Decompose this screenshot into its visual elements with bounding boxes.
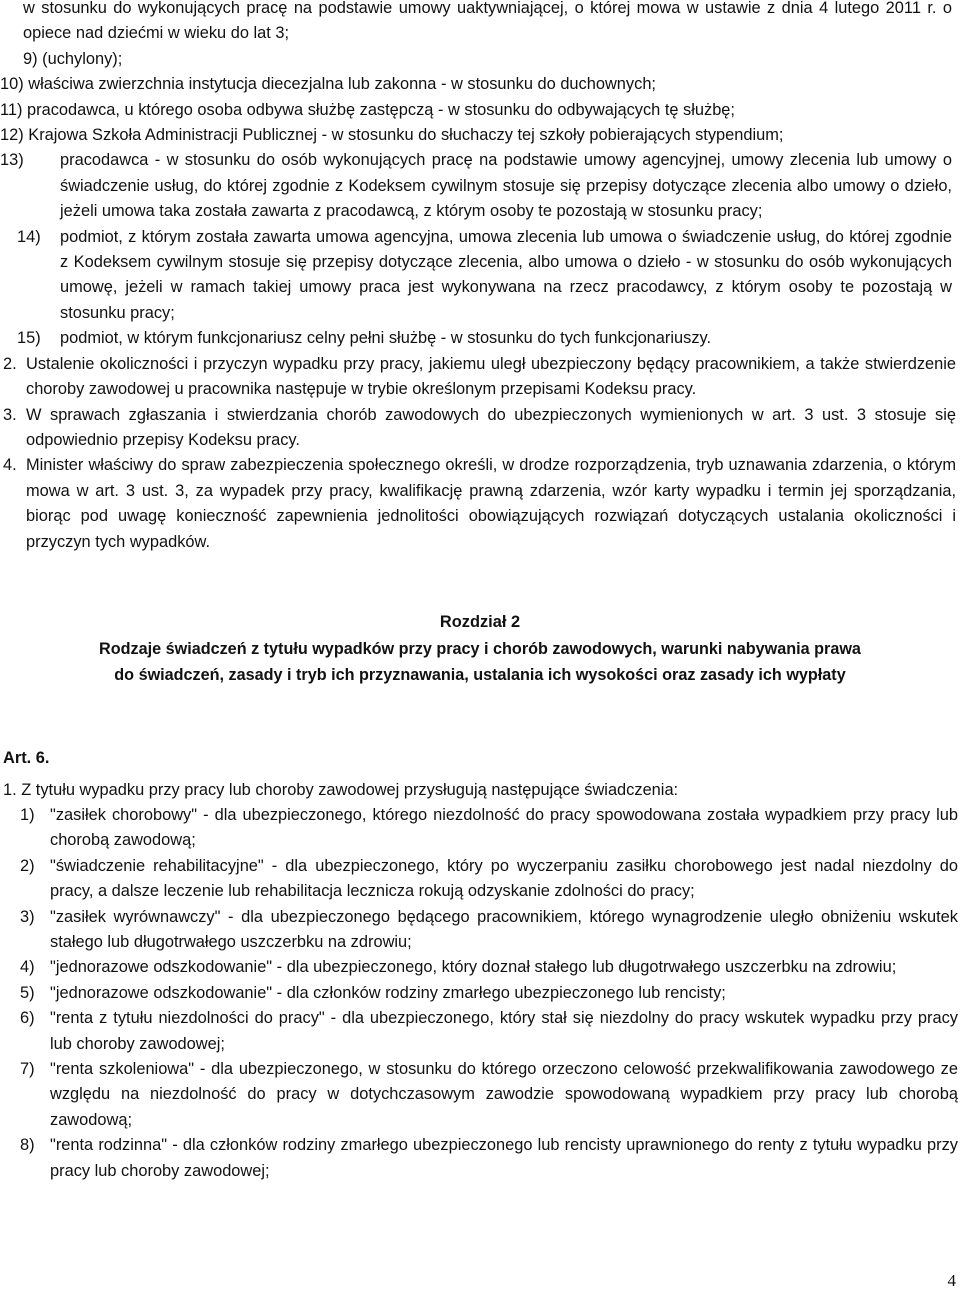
list-item (20, 1133, 958, 1184)
item-text: podmiot, w którym funkcjonariusz celny pełni służbę - w stosunku do tych funkcjonariuszy. (60, 329, 712, 348)
item-text: pracodawca - w stosunku do osób wykonujących pracę na podstawie umowy agencyjnej, umowy zlecenia lub umowy o świadczenie usług, do której zgodnie z Kodeksem cywilnym stosuje się przepisy dotyczące zlecenia albo umowy o dzieło, jeżeli umowa taka została zawarta z pracodawcą, z którym osoby te pozostają w stosunku pracy; (60, 151, 952, 221)
item-text: pracodawca, u którego osoba odbywa służbę zastępczą - w stosunku do odbywających tę służbę; (27, 100, 735, 119)
item-number: 1) (20, 805, 35, 824)
section-number: 2. (3, 354, 17, 373)
section-number: 4. (3, 456, 17, 475)
chapter-number: Rozdział 2 (439, 612, 521, 631)
item-text: "renta z tytułu niezdolności do pracy" - dla ubezpieczonego, który stał się niezdolny do pracy wskutek wypadku przy pracy lub choroby zawodowej; (50, 1009, 958, 1053)
item-number: 13) (0, 151, 24, 170)
chapter-heading (0, 610, 960, 688)
section-text: Ustalenie okoliczności i przyczyn wypadku przy pracy, jakiemu uległ ubezpieczony będący pracownikiem, a także stwierdzenie choroby zawodowej u pracownika następuje w trybie określonym przepisami Kodeksu pracy. (26, 354, 956, 399)
section-3 (3, 403, 956, 454)
chapter-title-line: do świadczeń, zasady i tryb ich przyznawania, ustalania ich wysokości oraz zasady ich wypłaty (114, 665, 846, 684)
item-text: "zasiłek chorobowy" - dla ubezpieczonego, którego niezdolność do pracy spowodowana została wypadkiem przy pracy lub chorobą zawodową; (50, 805, 958, 850)
item-number: 15) (17, 329, 41, 348)
item-text: Krajowa Szkoła Administracji Publicznej - w stosunku do słuchaczy tej szkoły pobierających stypendium; (28, 126, 784, 145)
item-text: właściwa zwierzchnia instytucja diecezjalna lub zakonna - w stosunku do duchownych; (28, 75, 656, 94)
item-text: "renta szkoleniowa" - dla ubezpieczonego, w stosunku do którego orzeczono celowość przekwalifikowania zawodowego ze względu na niezdolność do pracy w dotychczasowym zawodzie spowodowaną wypadkiem przy pracy lub chorobą zawodową; (50, 1060, 958, 1129)
item-text: podmiot, z którym została zawarta umowa agencyjna, umowa zlecenia lub umowa o świadczenie usług, do której zgodnie z Kodeksem cywilnym stosuje się przepisy dotyczące zlecenia, albo umowa o dzieło - w stosunku do osób wykonujących umowę, jeżeli w ramach takiej umowy praca jest wykonywana na rzecz pracodawcy, z którym osoby te pozostają w stosunku pracy; (60, 227, 952, 322)
chapter-title (0, 637, 960, 688)
list-item (20, 1057, 958, 1133)
section-text: Z tytułu wypadku przy pracy lub choroby zawodowej przysługują następujące świadczenia: (21, 780, 679, 799)
list-item (23, 47, 954, 72)
item-number: 4) (20, 958, 35, 977)
section-number: 1. (3, 780, 17, 799)
item-text: "renta rodzinna" - dla członków rodziny zmarłego ubezpieczonego lub rencisty uprawnionego do renty z tytułu wypadku przy pracy lub choroby zawodowej; (50, 1136, 958, 1180)
page-number: 4 (947, 1270, 956, 1290)
item-text: "jednorazowe odszkodowanie" - dla ubezpieczonego, który doznał stałego lub długotrwałego uszczerbku na zdrowiu; (50, 958, 897, 977)
article-label: Art. 6. (3, 749, 50, 768)
section-4 (3, 453, 956, 555)
list-item (20, 905, 958, 956)
item-text: (uchylony); (42, 49, 123, 68)
list-item (20, 1006, 958, 1057)
item-text: "zasiłek wyrównawczy" - dla ubezpieczonego będącego pracownikiem, którego wynagrodzenie uległo obniżeniu wskutek stałego lub długotrwałego uszczerbku na zdrowiu; (50, 907, 958, 951)
article-intro (0, 778, 960, 803)
item-text: "jednorazowe odszkodowanie" - dla członków rodziny zmarłego ubezpieczonego lub rencisty; (50, 983, 726, 1002)
list-item (0, 98, 954, 123)
item-number: 14) (17, 227, 41, 246)
list-item (20, 955, 958, 980)
list-item (20, 854, 958, 905)
list-item (0, 148, 954, 224)
item-number: 10) (0, 75, 24, 94)
item-number: 5) (20, 983, 35, 1002)
item-number: 3) (20, 907, 35, 926)
list-item (0, 72, 954, 97)
list-item (20, 803, 958, 854)
list-item (17, 326, 954, 351)
item-number: 9) (23, 49, 38, 68)
section-number: 3. (3, 405, 17, 424)
item-number: 11) (0, 100, 23, 119)
list-item (0, 123, 954, 148)
list-item (20, 981, 958, 1006)
section-text: W sprawach zgłaszania i stwierdzania chorób zawodowych do ubezpieczonych wymienionych w art. 3 ust. 3 stosuje się odpowiednio przepisy Kodeksu pracy. (26, 405, 956, 449)
paragraph-continuation: w stosunku do wykonujących pracę na podstawie umowy uaktywniającej, o której mowa w ustawie z dnia 4 lutego 2011 r. o opiece nad dziećmi w wieku do lat 3; (23, 0, 952, 43)
item-number: 2) (20, 856, 35, 875)
item-number: 7) (20, 1060, 35, 1079)
section-2 (3, 352, 956, 403)
item-number: 6) (20, 1009, 35, 1028)
list-item (17, 225, 954, 327)
item-text: "świadczenie rehabilitacyjne" - dla ubezpieczonego, który po wyczerpaniu zasiłku chorobowego jest nadal niezdolny do pracy, a dalsze leczenie lub rehabilitacja lecznicza rokują odzyskanie zdolności do pracy; (50, 856, 958, 901)
chapter-title-line: Rodzaje świadczeń z tytułu wypadków przy pracy i chorób zawodowych, warunki nabywania prawa (99, 640, 861, 659)
section-text: Minister właściwy do spraw zabezpieczenia społecznego określi, w drodze rozporządzenia, tryb uznawania zdarzenia, o którym mowa w art. 3 ust. 3, za wypadek przy pracy, kwalifikację prawną zdarzenia, wzór karty wypadku i termin jej sporządzania, biorąc pod uwagę konieczność zapewnienia jednolitości obowiązujących rozwiązań dotyczących ustalania okoliczności i przyczyn tych wypadków. (26, 456, 956, 551)
item-number: 8) (20, 1136, 35, 1155)
benefits-list (0, 803, 960, 1184)
item-number: 12) (0, 126, 24, 145)
sections (0, 352, 960, 555)
item-list-1 (0, 47, 960, 352)
